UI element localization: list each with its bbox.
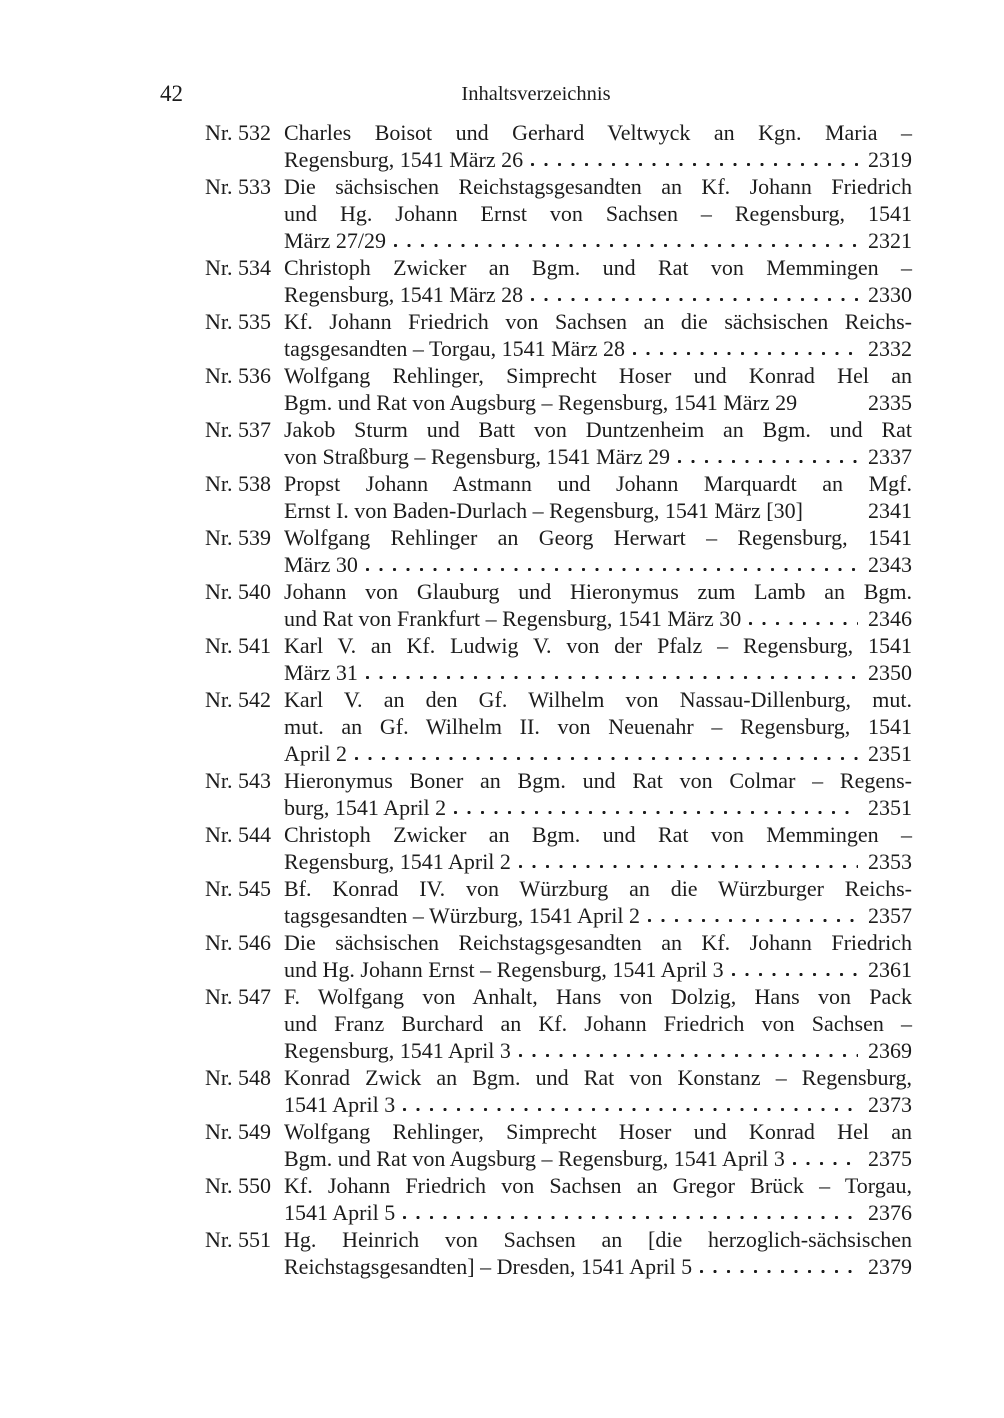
entry-line: Charles Boisot und Gerhard Veltwyck an Kgn. Maria – [284,120,912,145]
entry-line-text: März 30 [284,552,358,577]
entry-last-line [284,1145,912,1172]
toc-entry [205,767,912,821]
entry-last-line [284,956,912,983]
entry-page-ref: 2357 [868,903,912,928]
toc-entry [205,1118,912,1172]
entry-line-text: Regensburg, 1541 April 2 [284,849,511,874]
entry-page-ref: 2321 [868,228,912,253]
entry-page-ref: 2351 [868,795,912,820]
dot-leader [747,605,858,632]
entry-number-label: Nr. 534 [205,255,271,280]
entry-page-ref: 2319 [868,147,912,172]
entry-last-line [284,848,912,875]
entry-line: Karl V. an Kf. Ludwig V. von der Pfalz – Regensburg, 1541 [284,633,912,658]
toc-entry [205,983,912,1064]
dot-leader [353,740,858,767]
entry-number-label: Nr. 545 [205,876,271,901]
entry-number-label: Nr. 539 [205,525,271,550]
dot-leader [392,227,858,254]
entry-number-label: Nr. 533 [205,174,271,199]
entry-line-text: Bgm. und Rat von Augsburg – Regensburg, 1541 März 29 [284,390,798,415]
dot-leader [698,1253,858,1280]
entry-body [284,470,912,524]
entry-number-label: Nr. 535 [205,309,271,334]
toc-entry [205,254,912,308]
entry-number-label: Nr. 542 [205,687,271,712]
toc-entry [205,929,912,983]
entry-last-line [284,389,912,416]
entry-last-line [284,281,912,308]
dot-leader [517,1037,858,1064]
dot-leader [452,794,858,821]
dot-leader [364,659,858,686]
entry-last-line [284,794,912,821]
entry-line-text: Ernst I. von Baden-Durlach – Regensburg, 1541 März [30] [284,498,803,523]
entry-line-text: von Straßburg – Regensburg, 1541 März 29 [284,444,670,469]
entry-page-ref: 2335 [868,390,912,415]
entry-line: Konrad Zwick an Bgm. und Rat von Konstanz – Regensburg, [284,1065,912,1090]
entry-page-ref: 2376 [868,1200,912,1225]
dot-leader [364,551,858,578]
toc-entry [205,173,912,254]
toc-entry [205,416,912,470]
entry-line: Jakob Sturm und Batt von Duntzenheim an Bgm. und Rat [284,417,912,442]
entry-page-ref: 2353 [868,849,912,874]
entry-body [284,524,912,578]
entry-body [284,254,912,308]
entry-last-line [284,659,912,686]
entry-last-line [284,1253,912,1280]
entry-last-line [284,1199,912,1226]
dot-leader [730,956,858,983]
entry-line: Hg. Heinrich von Sachsen an [die herzoglich-sächsischen [284,1227,912,1252]
entry-line: mut. an Gf. Wilhelm II. von Neuenahr – Regensburg, 1541 [284,714,912,739]
dot-leader [676,443,858,470]
entry-last-line [284,902,912,929]
page-number: 42 [160,81,183,106]
entry-line: Johann von Glauburg und Hieronymus zum Lamb an Bgm. [284,579,912,604]
entry-line-text: Bgm. und Rat von Augsburg – Regensburg, 1541 April 3 [284,1146,785,1171]
entry-line: Die sächsischen Reichstagsgesandten an Kf. Johann Friedrich [284,930,912,955]
entry-number-label: Nr. 544 [205,822,271,847]
entry-body [284,767,912,821]
entry-line: Christoph Zwicker an Bgm. und Rat von Memmingen – [284,822,912,847]
dot-leader [529,281,858,308]
dot-leader [791,1145,858,1172]
entry-line-text: Reichstagsgesandten] – Dresden, 1541 April 5 [284,1254,693,1279]
entry-line: Kf. Johann Friedrich von Sachsen an Gregor Brück – Torgau, [284,1173,912,1198]
entry-number-label: Nr. 549 [205,1119,271,1144]
dot-leader [803,389,858,416]
entry-page-ref: 2379 [868,1254,912,1279]
entry-line: F. Wolfgang von Anhalt, Hans von Dolzig, Hans von Pack [284,984,912,1009]
entry-line-text: 1541 April 5 [284,1200,396,1225]
entry-line: Wolfgang Rehlinger, Simprecht Hoser und Konrad Hel an [284,1119,912,1144]
toc-entry [205,632,912,686]
dot-leader [631,335,858,362]
entry-page-ref: 2361 [868,957,912,982]
entry-line: Kf. Johann Friedrich von Sachsen an die sächsischen Reichs- [284,309,912,334]
entry-last-line [284,605,912,632]
entry-line: Propst Johann Astmann und Johann Marquardt an Mgf. [284,471,912,496]
entry-body [284,929,912,983]
toc-entry [205,686,912,767]
toc-entry [205,119,912,173]
entry-body [284,632,912,686]
entry-body [284,173,912,254]
dot-leader [401,1199,858,1226]
entry-body [284,1118,912,1172]
entry-line: und Franz Burchard an Kf. Johann Friedrich von Sachsen – [284,1011,912,1036]
entry-line: Wolfgang Rehlinger, Simprecht Hoser und Konrad Hel an [284,363,912,388]
entry-body [284,1226,912,1280]
entry-line-text: Regensburg, 1541 April 3 [284,1038,511,1063]
entry-body [284,308,912,362]
entry-number-label: Nr. 546 [205,930,271,955]
entry-last-line [284,1037,912,1064]
entry-page-ref: 2373 [868,1092,912,1117]
entry-number-label: Nr. 532 [205,120,271,145]
dot-leader [529,146,858,173]
entry-body [284,416,912,470]
entry-page-ref: 2337 [868,444,912,469]
entry-page-ref: 2343 [868,552,912,577]
toc-entry [205,362,912,416]
entry-body [284,1064,912,1118]
entry-page-ref: 2346 [868,606,912,631]
entry-line-text: tagsgesandten – Würzburg, 1541 April 2 [284,903,641,928]
toc-entry [205,470,912,524]
toc-entry [205,1226,912,1280]
entry-body [284,686,912,767]
dot-leader [646,902,858,929]
entry-page-ref: 2351 [868,741,912,766]
entry-line: und Hg. Johann Ernst von Sachsen – Regensburg, 1541 [284,201,912,226]
dot-leader [809,497,858,524]
entry-page-ref: 2375 [868,1146,912,1171]
toc-entry [205,821,912,875]
entry-page-ref: 2350 [868,660,912,685]
entry-number-label: Nr. 551 [205,1227,271,1252]
entry-line-text: Regensburg, 1541 März 28 [284,282,524,307]
entry-line-text: April 2 [284,741,347,766]
dot-leader [517,848,858,875]
entry-page-ref: 2332 [868,336,912,361]
dot-leader [401,1091,858,1118]
entry-number-label: Nr. 543 [205,768,271,793]
entry-last-line [284,497,912,524]
entry-body [284,875,912,929]
entry-body [284,362,912,416]
entry-body [284,983,912,1064]
entry-line-text: 1541 April 3 [284,1092,396,1117]
entry-body [284,578,912,632]
entry-last-line [284,551,912,578]
entry-line-text: März 31 [284,660,358,685]
entry-last-line [284,443,912,470]
entry-last-line [284,227,912,254]
entry-line: Karl V. an den Gf. Wilhelm von Nassau-Dillenburg, mut. [284,687,912,712]
entry-number-label: Nr. 550 [205,1173,271,1198]
toc-entry [205,1172,912,1226]
entry-number-label: Nr. 540 [205,579,271,604]
entry-line: Wolfgang Rehlinger an Georg Herwart – Regensburg, 1541 [284,525,912,550]
toc-entry [205,308,912,362]
entry-number-label: Nr. 548 [205,1065,271,1090]
entry-line: Bf. Konrad IV. von Würzburg an die Würzburger Reichs- [284,876,912,901]
toc-entry [205,875,912,929]
entry-number-label: Nr. 541 [205,633,271,658]
toc-entry [205,1064,912,1118]
entry-line-text: burg, 1541 April 2 [284,795,447,820]
entry-last-line [284,146,912,173]
entry-line-text: und Rat von Frankfurt – Regensburg, 1541 März 30 [284,606,742,631]
entry-page-ref: 2341 [868,498,912,523]
page-header [160,80,912,106]
entry-last-line [284,335,912,362]
entry-body [284,821,912,875]
toc-entry [205,524,912,578]
entry-number-label: Nr. 547 [205,984,271,1009]
running-title: Inhaltsverzeichnis [461,82,611,105]
entry-page-ref: 2369 [868,1038,912,1063]
toc-list [205,119,912,1280]
entry-number-label: Nr. 538 [205,471,271,496]
entry-line-text: März 27/29 [284,228,387,253]
entry-page-ref: 2330 [868,282,912,307]
entry-line-text: tagsgesandten – Torgau, 1541 März 28 [284,336,626,361]
entry-line-text: Regensburg, 1541 März 26 [284,147,524,172]
entry-line: Hieronymus Boner an Bgm. und Rat von Colmar – Regens- [284,768,912,793]
entry-last-line [284,740,912,767]
entry-number-label: Nr. 536 [205,363,271,388]
entry-last-line [284,1091,912,1118]
entry-number-label: Nr. 537 [205,417,271,442]
entry-line: Die sächsischen Reichstagsgesandten an Kf. Johann Friedrich [284,174,912,199]
entry-body [284,119,912,173]
toc-entry [205,578,912,632]
entry-body [284,1172,912,1226]
entry-line: Christoph Zwicker an Bgm. und Rat von Memmingen – [284,255,912,280]
entry-line-text: und Hg. Johann Ernst – Regensburg, 1541 April 3 [284,957,724,982]
